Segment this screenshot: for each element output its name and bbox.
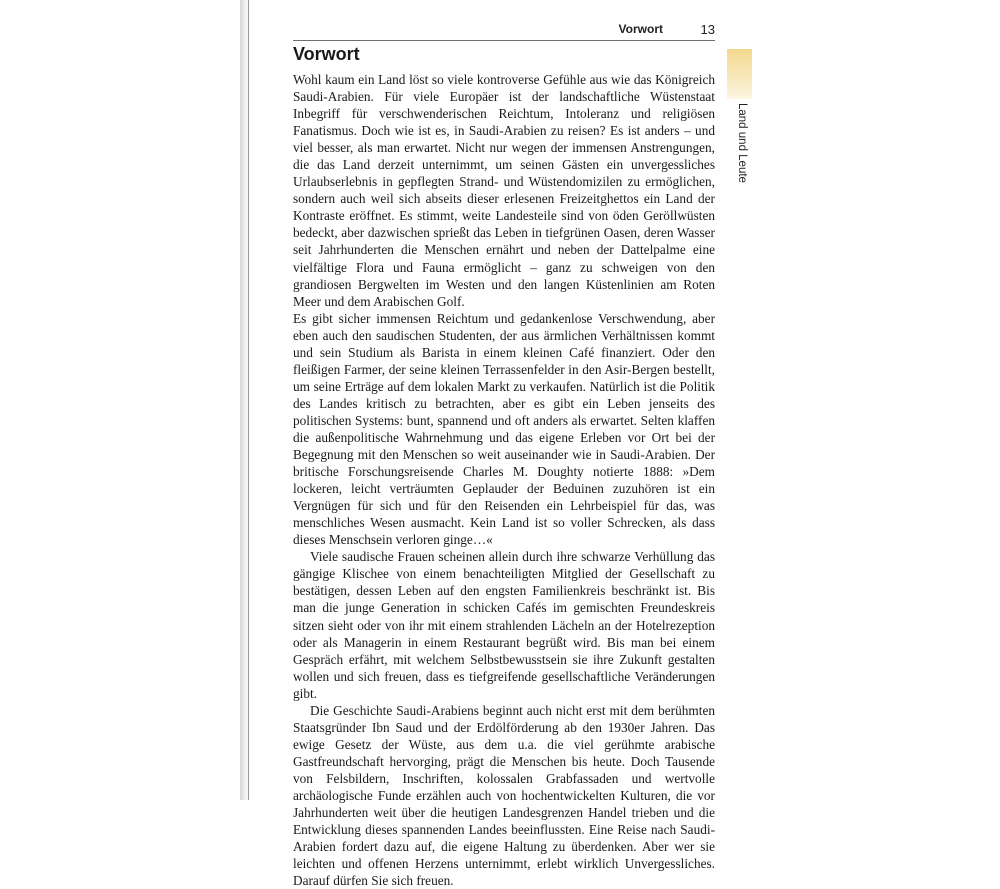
section-tab-marker <box>727 49 752 99</box>
body-text <box>293 71 715 889</box>
running-head-title: Vorwort <box>618 22 663 36</box>
paragraph: Viele saudische Frauen scheinen allein durch ihre schwarze Verhüllung das gängige Klischee von einem benachteiligten Mitglied der Gesellschaft zu bestätigen, dessen Leben auf den engsten Familienkreis beschränkt ist. Bis man die junge Generation in schicken Cafés im gemischten Freundeskreis sitzen sieht oder von ihr mit einem strahlenden Lächeln an der Hotelrezeption oder als Managerin in einem Restaurant begrüßt wird. Bis man bei einem Gespräch erfährt, mit welchem Selbstbewusstsein sie ihre Zukunft gestalten wollen und sich freuen, dass es tiefgreifende gesellschaftliche Veränderungen gibt. <box>293 549 715 701</box>
running-head <box>293 22 715 41</box>
paragraph: Es gibt sicher immensen Reichtum und gedankenlose Verschwendung, aber eben auch den saudischen Studenten, der aus ärmlichen Verhältnissen kommt und sein Studium als Barista in einem kleinen Café finanziert. Oder den fleißigen Farmer, der seine kleinen Terrassenfelder in den Asir-Bergen bestellt, um seine Erträge auf dem lokalen Markt zu verkaufen. Natürlich ist die Politik des Landes kritisch zu betrachten, aber es gibt ein Leben jenseits des politischen Systems: bunt, spannend und oft anders als erwartet. Selten klaffen die außenpolitische Wahrnehmung und das eigene Erleben vor Ort bei der Begegnung mit den Menschen so weit auseinander wie in Saudi-Arabien. Der britische Forschungsreisende Charles M. Doughty notierte 1888: »Dem lockeren, leicht verträumten Geplauder der Beduinen zuzuhören ist ein Vergnügen für sich und für den Reisenden ein Lehrbeispiel für das, was menschliches Wesen ausmacht. Kein Land ist so voller Schrecken, als dass dieses Menschsein verloren ginge…« <box>293 310 715 548</box>
paragraph: Die Geschichte Saudi-Arabiens beginnt auch nicht erst mit dem berühmten Staatsgründer Ibn Saud und der Erdölförderung ab den 1930er Jahren. Das ewige Gesetz der Wüste, aus dem u.a. die viel gerühmte arabische Gastfreundschaft hervorging, prägt die Menschen bis heute. Doch Tausende von Felsbildern, Inschriften, kolossalen Grabfassaden und wertvolle archäologische Funde erzählen auch von hochentwickelten Kulturen, die vor Jahrhunderten weit über die heutigen Landesgrenzen Handel trieben und die Entwicklung dieses spannenden Landes beeinflussten. Eine Reise nach Saudi-Arabien fordert dazu auf, die eigene Haltung zu überdenken. Aber wer sie leichten und offenen Herzens unternimmt, erlebt wirklich Unvergessliches. Darauf dürfen Sie sich freuen. <box>293 702 715 889</box>
paragraph: Wohl kaum ein Land löst so viele kontroverse Gefühle aus wie das Königreich Saudi-Arabien. Für viele Europäer ist der landschaftliche Wüstenstaat Inbegriff für verschwenderischen Reichtum, Intoleranz und religiösen Fanatismus. Doch wie ist es, in Saudi-Arabien zu reisen? Es ist anders – und viel besser, als man erwartet. Nicht nur wegen der immensen Anstrengungen, die das Land derzeit unternimmt, um seinen Gästen ein unvergessliches Urlaubserlebnis in gepflegten Strand- und Wüstendomizilen zu ermöglichen, sondern auch weil sich abseits dieser erlesenen Freizeitghettos ein Land der Kontraste eröffnet. Es stimmt, weite Landesteile sind von öden Geröllwüsten bedeckt, aber dazwischen sprießt das Leben in tiefgrünen Oasen, deren Wasser seit Jahrhunderten die Menschen ernährt und neben der Dattelpalme eine vielfältige Flora und Fauna ermöglicht – ganz zu schweigen von den grandiosen Bergwelten im Westen und den langen Küstenlinien am Roten Meer und dem Arabischen Golf. <box>293 72 715 309</box>
page-number: 13 <box>700 22 715 37</box>
section-tab-label: Land und Leute <box>736 103 748 183</box>
chapter-title: Vorwort <box>293 44 360 64</box>
book-spine-line <box>248 0 249 800</box>
